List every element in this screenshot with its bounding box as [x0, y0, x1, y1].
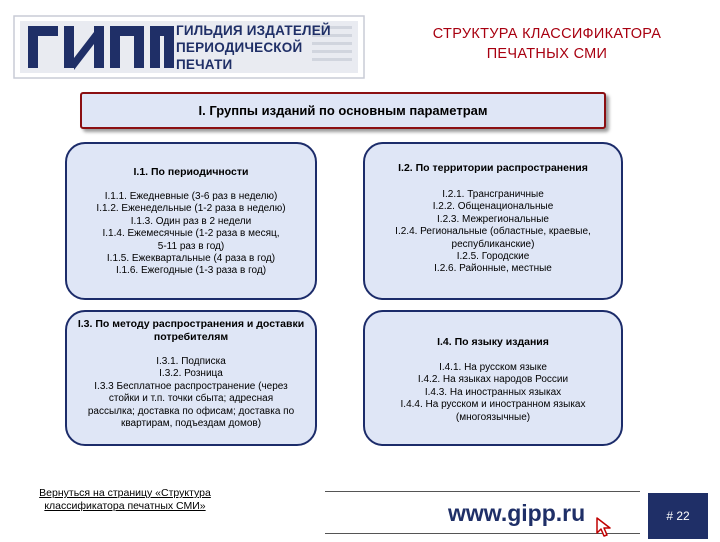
list-item: (многоязычные): [455, 411, 531, 423]
list-item: I.2.3. Межрегиональные: [437, 213, 549, 225]
list-item: I.1.5. Ежеквартальные (4 раза в год): [106, 253, 276, 265]
list-item: I.2.2. Общенациональные: [432, 201, 554, 213]
list-item: I.4.2. На языках народов России: [417, 374, 569, 386]
list-item: I.4.1. На русском языке: [439, 362, 547, 373]
list-item: рассылка; доставка по офисам; доставка по: [87, 405, 295, 417]
footer-divider-top: [325, 491, 640, 492]
list-item: I.1.4. Ежемесячные (1-2 раза в месяц,: [102, 228, 280, 240]
box-list: [73, 356, 309, 430]
list-item: I.2.6. Районные, местные: [434, 263, 552, 275]
list-item: 5-11 раз в год): [157, 240, 225, 252]
box-distribution-method: [65, 310, 317, 446]
publisher-name: [176, 22, 356, 73]
footer-divider-bottom: [325, 533, 640, 534]
list-item: стойки и т.п. точки сбыта; адресная: [108, 393, 274, 405]
list-item: I.2.1. Трансграничные: [442, 189, 544, 200]
box-title: I.1. По периодичности: [133, 166, 249, 178]
list-item: I.3.3 Бесплатное распространение (через: [94, 380, 288, 392]
slide-title-line-1: СТРУКТУРА КЛАССИФИКАТОРА: [432, 26, 662, 42]
pointer-cursor-icon: [596, 517, 612, 542]
list-item: I.3.1. Подписка: [156, 356, 226, 367]
list-item: I.3.2. Розница: [159, 368, 223, 380]
main-heading: I. Группы изданий по основным параметрам: [80, 92, 606, 129]
publisher-name-line-1: ГИЛЬДИЯ ИЗДАТЕЛЕЙ: [176, 23, 331, 38]
website-link[interactable]: www.gipp.ru: [448, 500, 586, 526]
slide-title-line-2: ПЕЧАТНЫХ СМИ: [486, 46, 608, 62]
page-number-badge: # 22: [648, 493, 708, 539]
publisher-name-line-2: ПЕРИОДИЧЕСКОЙ ПЕЧАТИ: [176, 40, 303, 72]
box-language: [363, 310, 623, 446]
list-item: I.2.4. Региональные (областные, краевые,: [395, 226, 591, 238]
list-item: I.1.2. Еженедельные (1-2 раза в неделю): [96, 203, 286, 215]
list-item: квартирам, подъездам домов): [120, 418, 262, 430]
slide-title: [392, 24, 702, 64]
list-item: I.2.5. Городские: [456, 251, 530, 263]
list-item: I.1.3. Один раз в 2 недели: [130, 215, 252, 227]
list-item: I.4.4. На русском и иностранном языках: [400, 399, 586, 411]
box-title: I.4. По языку издания: [437, 336, 549, 348]
box-list: [371, 362, 615, 424]
list-item: I.1.1. Ежедневные (3-6 раз в неделю): [104, 191, 278, 202]
box-periodicity: [65, 142, 317, 300]
box-list: [73, 191, 309, 278]
box-title: I.2. По территории распространения: [398, 162, 588, 174]
list-item: республиканские): [451, 238, 535, 250]
box-title: I.3. По методу распространения и доставки потребителям: [77, 318, 305, 343]
list-item: I.4.3. На иностранных языках: [424, 386, 562, 398]
box-list: [371, 189, 615, 276]
list-item: I.1.6. Ежегодные (1-3 раза в год): [115, 265, 267, 277]
back-link[interactable]: Вернуться на страницу «Структура классификатора печатных СМИ»: [39, 487, 211, 512]
box-territory: [363, 142, 623, 300]
